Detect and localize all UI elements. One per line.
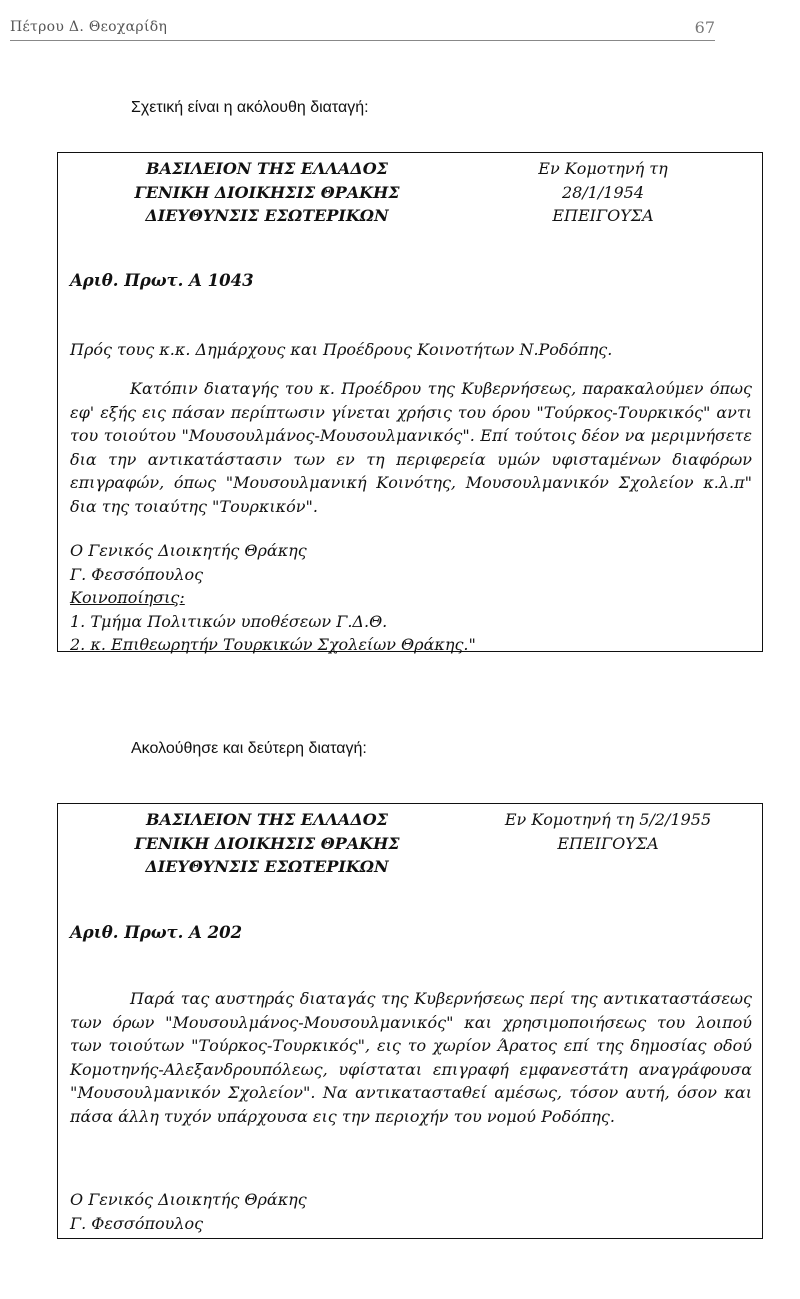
decree-2-signature-block — [70, 1188, 307, 1235]
signature-title: Ο Γενικός Διοικητής Θράκης — [70, 1190, 307, 1209]
decree-2-issuer — [87, 808, 447, 879]
signature-name: Γ. Φεσσόπουλος — [70, 564, 204, 584]
cc-title: Κοινοποίησις: — [70, 588, 185, 607]
urgency-line: ΕΠΕΙΓΟΥΣΑ — [557, 833, 659, 853]
decree-box-2 — [57, 803, 763, 1239]
signature-title: Ο Γενικός Διοικητής Θράκης — [70, 541, 307, 560]
decree-2-body — [70, 987, 752, 1128]
decree-1-addressee: Πρός τους κ.κ. Δημάρχους και Προέδρους Κοινοτήτων Ν.Ροδόπης. — [70, 340, 613, 359]
running-header — [10, 18, 715, 41]
signature-name: Γ. Φεσσόπουλος — [70, 1213, 204, 1233]
decree-box-1 — [57, 152, 763, 652]
place-date-line: Εν Κομοτηνή τη 5/2/1955 — [504, 810, 712, 829]
page-number: 67 — [694, 18, 715, 37]
issuer-line: ΒΑΣΙΛΕΙΟΝ ΤΗΣ ΕΛΛΑΔΟΣ — [146, 810, 388, 829]
running-header-author: Πέτρου Δ. Θεοχαρίδη — [10, 19, 168, 35]
decree-2-protocol: Αριθ. Πρωτ. Α 202 — [70, 923, 243, 942]
decree-1-protocol: Αριθ. Πρωτ. Α 1043 — [70, 271, 254, 290]
date-line: 28/1/1954 — [561, 182, 645, 202]
place-line: Εν Κομοτηνή τη — [538, 159, 668, 178]
issuer-line: ΔΙΕΥΘΥΝΣΙΣ ΕΣΩΤΕΡΙΚΩΝ — [145, 206, 389, 225]
decree-2-body-paragraph: Παρά τας αυστηράς διαταγάς της Κυβερνήσεως περί της αντικαταστάσεως των όρων "Μουσουλμάνος-Μουσουλμανικός" και χρησιμοποιήσεως του λοιπού των τοιούτων "Τούρκος-Τουρκικός", εις το χωρίον Άρατος επί της δημοσίας οδού Κομοτηνής-Αλεξανδρουπόλεως, υφίσταται επιγραφή εμφανεστάτη αναγράφουσα "Μουσουλμανικόν Σχολείον". Να αντικατασταθεί αμέσως, τόσον αυτή, όσον και πάσα άλλη τυχόν υπάρχουσα εις την περιοχήν του νομού Ροδόπης. — [70, 989, 752, 1126]
issuer-line: ΔΙΕΥΘΥΝΣΙΣ ΕΣΩΤΕΡΙΚΩΝ — [145, 857, 389, 876]
urgency-line: ΕΠΕΙΓΟΥΣΑ — [552, 206, 654, 225]
cc-item: 2. κ. Επιθεωρητήν Τουρκικών Σχολείων Θράκης." — [70, 635, 476, 654]
decree-1-place-date — [488, 157, 718, 228]
decree-1-issuer — [87, 157, 447, 228]
issuer-line: ΓΕΝΙΚΗ ΔΙΟΙΚΗΣΙΣ ΘΡΑΚΗΣ — [134, 833, 400, 853]
decree-2-place-date — [478, 808, 738, 855]
decree-1-signature-block — [70, 539, 476, 657]
intro-text-2: Ακολούθησε και δεύτερη διαταγή: — [131, 740, 367, 757]
decree-1-body — [70, 377, 752, 518]
decree-1-body-paragraph: Κατόπιν διαταγής του κ. Προέδρου της Κυβερνήσεως, παρακαλούμεν όπως εφ' εξής εις πάσαν περίπτωσιν γίνεται χρήσις του όρου "Τούρκος-Τουρκικός" αντι του τοιούτου "Μουσουλμάνος-Μουσουλμανικός". Επί τούτοις δέον να μεριμνήσετε δια την αντικατάστασιν των εν τη περιφερεία υμών υφισταμένων διαφόρων επιγραφών, όπως "Μουσουλμανική Κοινότης, Μουσουλμανικόν Σχολείον κ.λ.π" δια της τοιαύτης "Τουρκικόν". — [70, 379, 752, 516]
cc-item: 1. Τμήμα Πολιτικών υποθέσεων Γ.Δ.Θ. — [70, 611, 388, 631]
intro-text-1: Σχετική είναι η ακόλουθη διαταγή: — [131, 99, 369, 116]
issuer-line: ΓΕΝΙΚΗ ΔΙΟΙΚΗΣΙΣ ΘΡΑΚΗΣ — [134, 182, 400, 202]
issuer-line: ΒΑΣΙΛΕΙΟΝ ΤΗΣ ΕΛΛΑΔΟΣ — [146, 159, 388, 178]
